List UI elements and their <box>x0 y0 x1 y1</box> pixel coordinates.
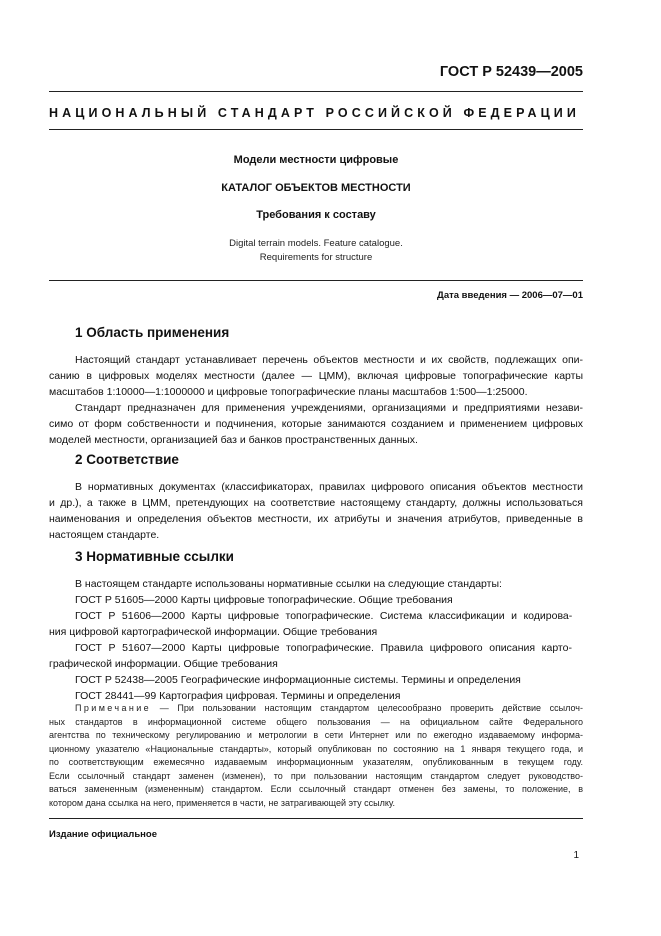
official-edition-label: Издание официальное <box>49 829 157 840</box>
note-line: котором дана ссылка на него, применяется в части, не затрагивающей эту ссылку. <box>49 797 395 808</box>
note-line: ционному указателю «Национальные стандарты», который опубликован по состоянию на 1 января текущего года, и <box>49 743 583 754</box>
reference-line: ния цифровой картографической информации. Общие требования <box>49 626 378 638</box>
reference-line: ГОСТ Р 52438—2005 Географические информационные системы. Термины и определения <box>75 674 521 686</box>
text-line: моделей местности, организацией баз и банков пространственных данных. <box>49 434 418 446</box>
title-line-2: КАТАЛОГ ОБЪЕКТОВ МЕСТНОСТИ <box>221 182 411 194</box>
note-first-line: Примечание — При пользовании настоящим стандартом целесообразно проверить действие ссылоч- <box>75 703 583 713</box>
section-3-body <box>49 576 583 704</box>
footer-rule <box>49 818 583 819</box>
title-line-1: Модели местности цифровые <box>233 154 399 166</box>
note-line: ваться замененным (измененным) стандартом. Если ссылочный стандарт отменен без замены, то положение, в <box>49 784 583 794</box>
note-line: агентства по техническому регулированию и метрологии в сети Интернет или по ежегодно издаваемому информа- <box>49 730 583 740</box>
text-line: масштабов 1:10000—1:1000000 и цифровые топографические планы масштабов 1:500—1:25000. <box>49 386 528 398</box>
note-line: по соответствующим ежемесячно издаваемым информационным указателям, опубликованным в текущем году. <box>49 757 583 767</box>
text-line: и др.), а также в ЦММ, претендующих на соответствие настоящему стандарту, должны использоваться <box>49 497 583 509</box>
section-3-heading: 3 Нормативные ссылки <box>75 549 234 564</box>
national-standard-banner: НАЦИОНАЛЬНЫЙ СТАНДАРТ РОССИЙСКОЙ ФЕДЕРАЦИИ <box>49 106 580 120</box>
document-code: ГОСТ Р 52439—2005 <box>439 64 583 80</box>
reference-line: ГОСТ 28441—99 Картография цифровая. Термины и определения <box>75 690 401 702</box>
introduction-date: Дата введения — 2006—07—01 <box>437 290 583 301</box>
reference-line: графической информации. Общие требования <box>49 658 278 670</box>
page-number: 1 <box>573 850 579 861</box>
text-line: В нормативных документах (классификаторах, правилах цифрового описания объектов местности <box>75 481 583 493</box>
reference-line: ГОСТ Р 51605—2000 Карты цифровые топографические. Общие требования <box>75 594 453 606</box>
section-2-body <box>49 479 583 543</box>
date-rule <box>49 280 583 281</box>
english-title-line-2: Requirements for structure <box>259 252 373 263</box>
reference-line: ГОСТ Р 51607—2000 Карты цифровые топографические. Правила цифрового описания карто- <box>75 642 572 654</box>
section-2-heading: 2 Соответствие <box>75 452 179 467</box>
note-label: Примечание <box>75 703 152 713</box>
note-line: Если ссылочный стандарт заменен (изменен), то при пользовании настоящим стандартом следует руководство- <box>49 770 583 781</box>
note-line: ных стандартов в информационной системе общего пользования — на официальном сайте Федерального <box>49 716 583 727</box>
text-line: В настоящем стандарте использованы нормативные ссылки на следующие стандарты: <box>75 578 502 590</box>
reference-line: ГОСТ Р 51606—2000 Карты цифровые топографические. Система классификации и кодирова- <box>75 610 573 622</box>
section-1-body <box>49 352 583 448</box>
banner-rule <box>49 129 583 130</box>
text-line: симо от форм собственности и подчинения, которые занимаются созданием и применением цифровых <box>49 418 583 430</box>
text-line: Настоящий стандарт устанавливает перечень объектов местности и их свойств, подлежащих опи- <box>75 354 583 366</box>
title-line-3: Требования к составу <box>256 209 376 221</box>
english-title-line-1: Digital terrain models. Feature catalogue. <box>229 238 403 249</box>
top-rule <box>49 91 583 92</box>
text-line: наименования и определения объектов местности, их атрибуты и значения атрибутов, приведенные в <box>49 513 583 525</box>
section-1-heading: 1 Область применения <box>75 325 230 340</box>
note-block <box>49 702 583 810</box>
text-line: Стандарт предназначен для применения учреждениями, организациями и предприятиями незави- <box>75 402 583 414</box>
text-line: настоящем стандарте. <box>49 529 160 541</box>
text-line: санию в цифровых моделях местности (далее — ЦММ), включая цифровые топографические карты <box>49 370 583 382</box>
english-title <box>49 237 583 265</box>
